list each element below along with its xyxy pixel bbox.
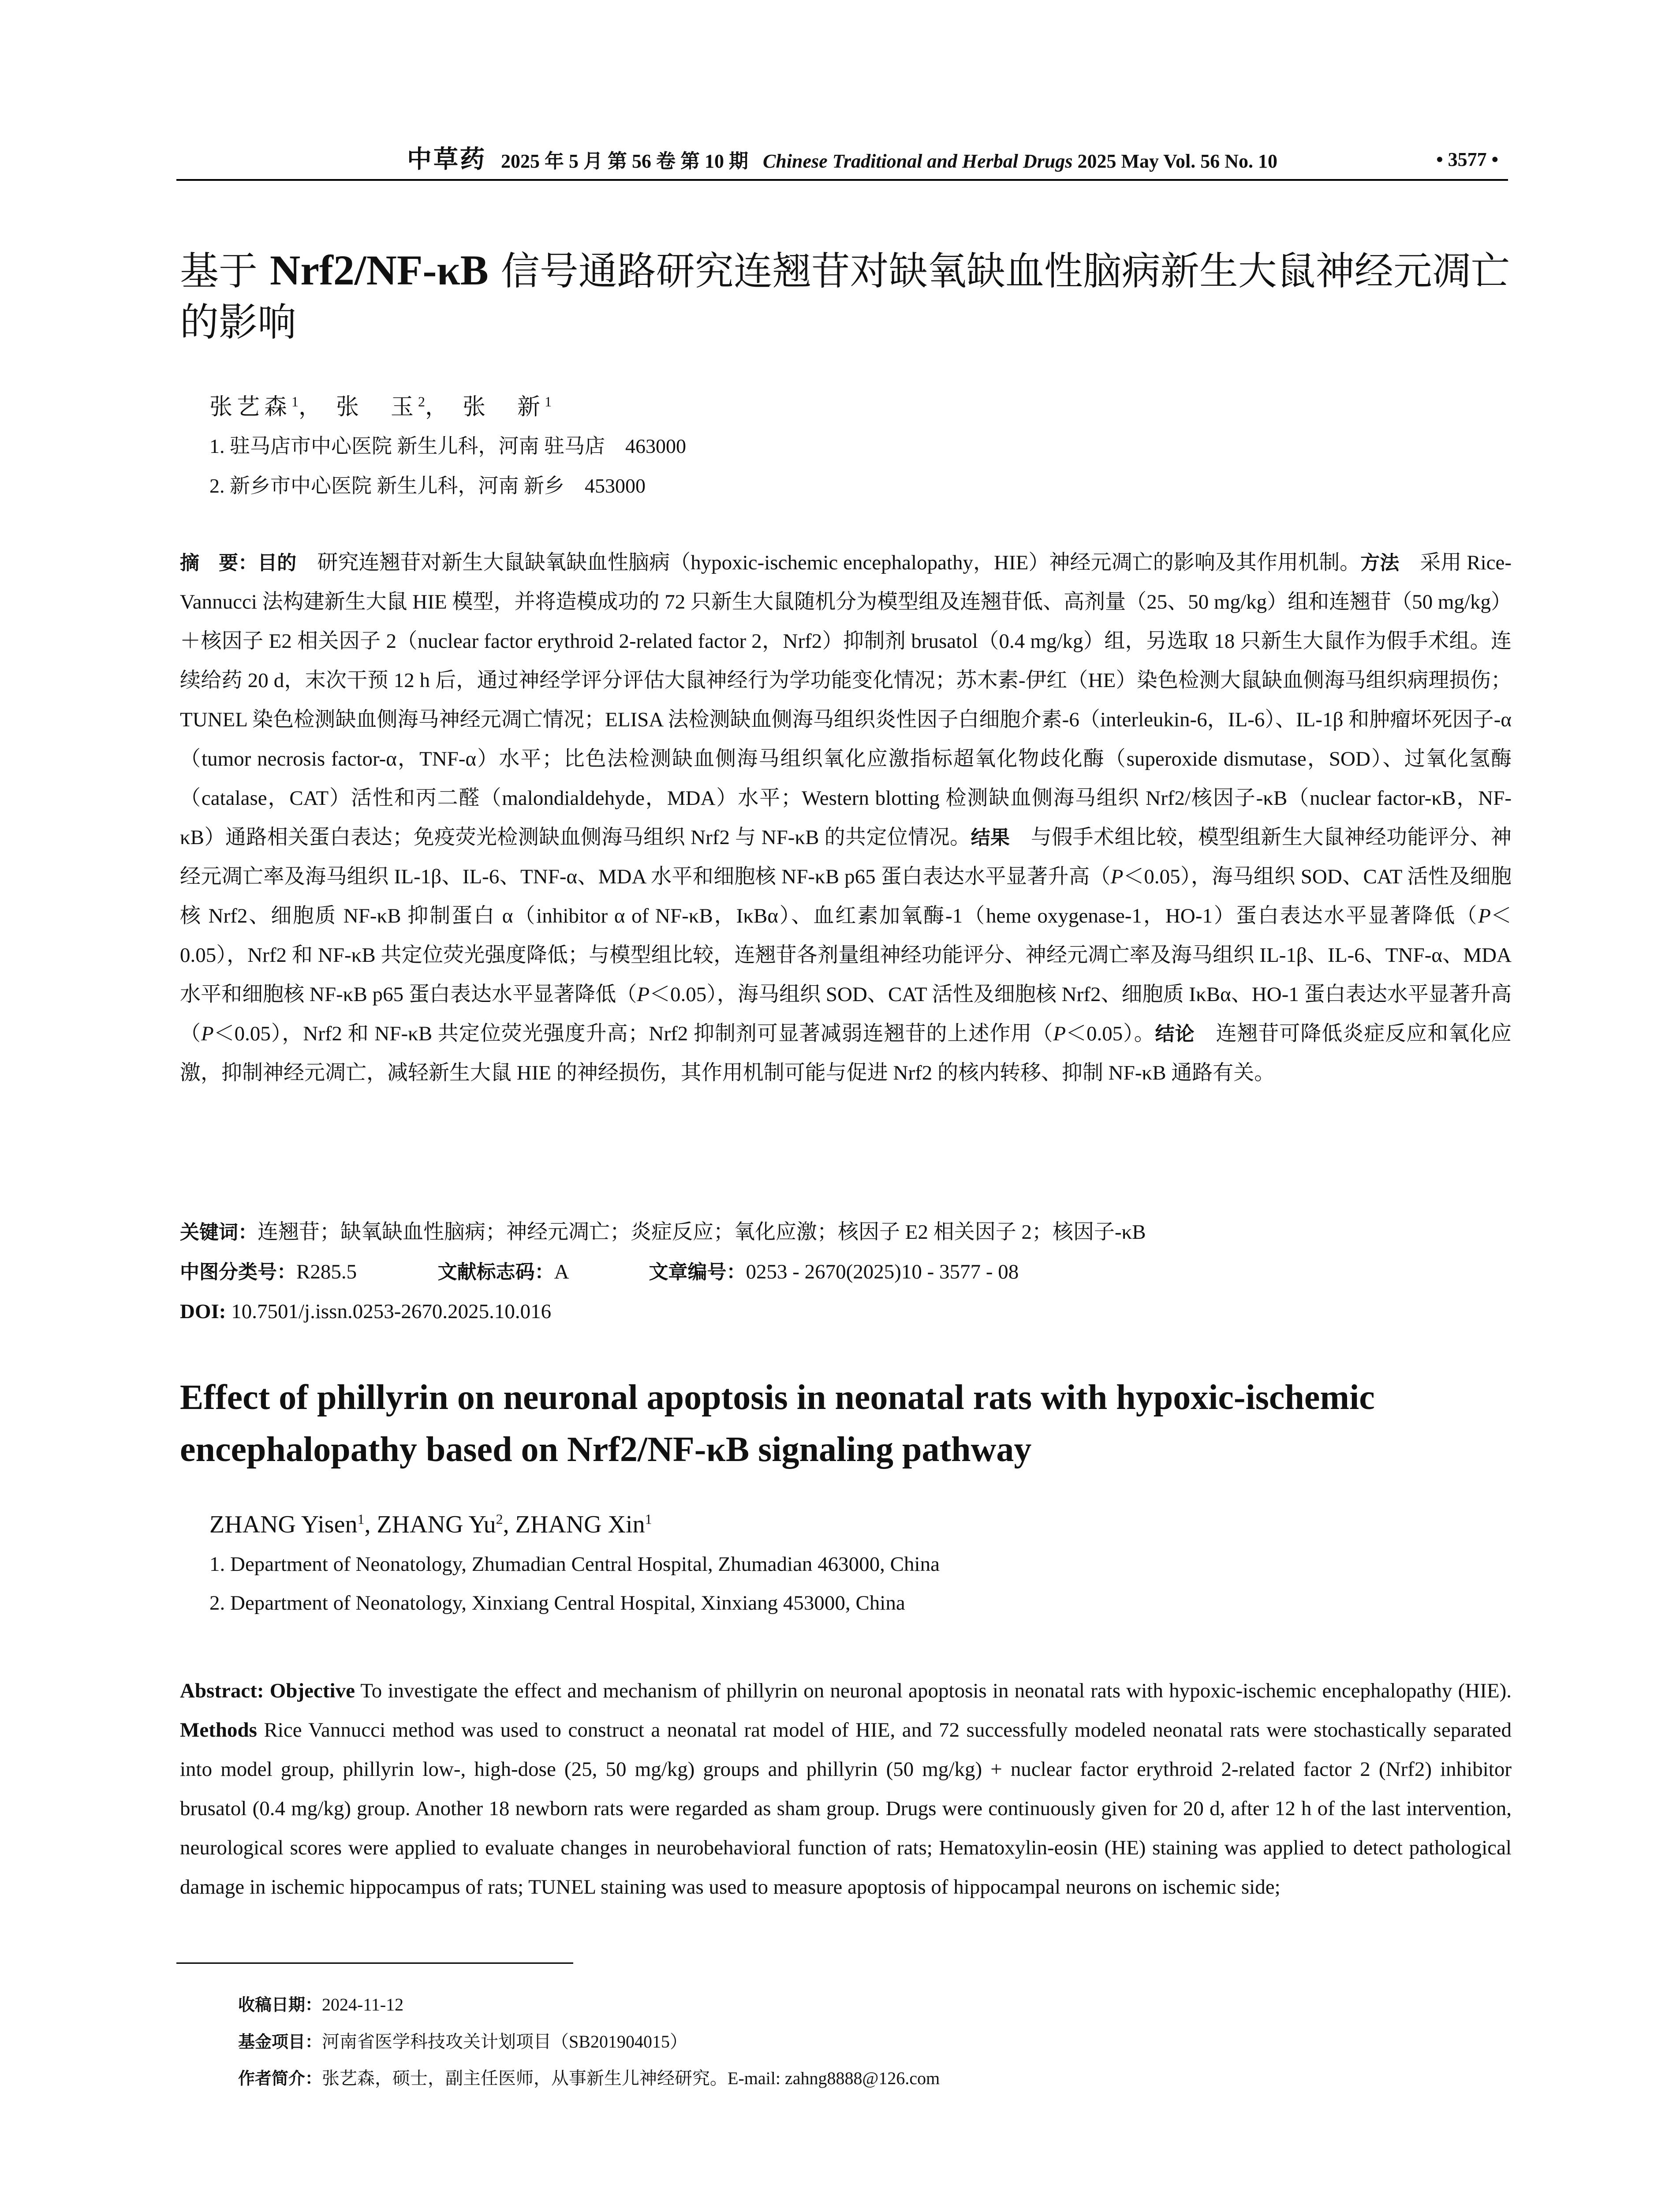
footnote-text: 河南省医学科技攻关计划项目（SB201904015）: [322, 2032, 687, 2052]
p-symbol: P: [201, 1022, 214, 1045]
results-text-f: ＜0.05）。: [1066, 1022, 1155, 1045]
abstract-en-label: Abstract: Objective: [180, 1679, 355, 1702]
results-text-a: 与假手术组比较，模型组新生大鼠神经功能评分、神经元凋亡率及海马组织 IL-1β、IL-6、TNF-α、MDA 水平和细胞核 NF-κB p65 蛋白表达水平显著升高（: [180, 826, 1512, 888]
abstract-en: [180, 1671, 1512, 1907]
author-sup: 2: [496, 1511, 503, 1527]
conclusion-label: 结论: [1155, 1023, 1195, 1045]
footnote-label: 收稿日期：: [238, 1995, 322, 2014]
footnote-label: 基金项目：: [238, 2032, 322, 2052]
results-text-c: ＜0.05），Nrf2 和 NF-κB 共定位荧光强度降低；与模型组比较，连翘苷各剂量组神经功能评分、神经元凋亡率及海马组织 IL-1β、IL-6、TNF-α、MDA 水平和细胞核 NF-κB p65 蛋白表达水平显著降低（: [180, 904, 1512, 1006]
affiliation-zh-1: 1. 驻马店市中心医院 新生儿科，河南 驻马店 463000: [209, 435, 686, 457]
title-zh-bold: Nrf2/NF-κB: [269, 247, 489, 294]
objective-text: 研究连翘苷对新生大鼠缺氧缺血性脑病（hypoxic-ischemic encephalopathy，HIE）神经元凋亡的影响及其作用机制。: [296, 551, 1361, 574]
doi-label: DOI:: [180, 1300, 226, 1323]
title-zh-part2: 信号通路研究连翘苷对缺氧缺血性脑病新生大鼠神经元凋亡的影响: [180, 248, 1510, 345]
issue-zh: 2025 年 5 月 第 56 卷 第 10 期: [501, 150, 748, 172]
author-name: ZHANG Xin: [515, 1511, 645, 1538]
author-name: ZHANG Yu: [377, 1511, 496, 1538]
author-name: ZHANG Yisen: [209, 1511, 358, 1538]
author-sep: ，: [299, 395, 326, 420]
methods-label: 方法: [1360, 552, 1400, 574]
title-en: Effect of phillyrin on neuronal apoptosis in neonatal rats with hypoxic-ischemic encephalopathy based on Nrf2/NF-κB signaling pathway: [180, 1378, 1375, 1469]
clc-label: 中图分类号：: [180, 1261, 296, 1283]
doi-line: [180, 1292, 551, 1331]
author-name: 张 玉: [336, 395, 418, 420]
footnote-funding: [238, 2028, 687, 2053]
objective-en-text: To investigate the effect and mechanism of phillyrin on neuronal apoptosis in neonatal rats with hypoxic-ischemic encephalopathy (HIE).: [355, 1679, 1512, 1702]
methods-text: 采用 Rice-Vannucci 法构建新生大鼠 HIE 模型，并将造模成功的 72 只新生大鼠随机分为模型组及连翘苷低、高剂量（25、50 mg/kg）组和连翘苷（50 mg/kg）＋核因子 E2 相关因子 2（nuclear factor erythroid 2-related factor 2，Nrf2）抑制剂 brusatol（0.4 mg/kg）组，另选取 18 只新生大鼠作为假手术组。连续给药 20 d，末次干预 12 h 后，通过神经学评分评估大鼠神经行为学功能变化情况；苏木素-伊红（HE）染色检测大鼠缺血侧海马组织病理损伤；TUNEL 染色检测缺血侧海马神经元凋亡情况；ELISA 法检测缺血侧海马组织炎性因子白细胞介素-6（interleukin-6，IL-6）、IL-1β 和肿瘤坏死因子-α（tumor necrosis factor-α，TNF-α）水平；比色法检测缺血侧海马组织氧化应激指标超氧化物歧化酶（superoxide dismutase，SOD）、过氧化氢酶（catalase，CAT）活性和丙二醛（malondialdehyde，MDA）水平；Western blotting 检测缺血侧海马组织 Nrf2/核因子-κB（nuclear factor-κB，NF-κB）通路相关蛋白表达；免疫荧光检测缺血侧海马组织 Nrf2 与 NF-κB 的共定位情况。: [180, 551, 1512, 849]
abstract-zh: [180, 543, 1512, 1093]
article-number-value: 0253 - 2670(2025)10 - 3577 - 08: [746, 1260, 1019, 1283]
author-sup: 2: [418, 393, 426, 410]
p-symbol: P: [1110, 865, 1124, 888]
affiliation-en-2: 2. Department of Neonatology, Xinxiang Central Hospital, Xinxiang 453000, China: [209, 1592, 905, 1615]
clc-value: R285.5: [296, 1260, 357, 1283]
keywords-label: 关键词：: [180, 1221, 258, 1244]
keywords-text: 连翘苷；缺氧缺血性脑病；神经元凋亡；炎症反应；氧化应激；核因子 E2 相关因子 2；核因子-κB: [258, 1221, 1146, 1244]
p-symbol: P: [1053, 1022, 1066, 1045]
classification-line: [180, 1252, 1019, 1292]
title-zh-part1: 基于: [180, 248, 270, 294]
issue-en: 2025 May Vol. 56 No. 10: [1077, 150, 1277, 172]
abstract-label: 摘 要：: [180, 552, 258, 574]
title-zh: [180, 245, 1512, 348]
author-sup: 1: [545, 393, 552, 410]
results-text-b: ＜0.05），海马组织 SOD、CAT 活性及细胞核 Nrf2、细胞质 NF-κB 抑制蛋白 α（inhibitor α of NF-κB，IκBα）、血红素加氧酶-1（heme oxygenase-1，HO-1）蛋白表达水平显著降低（: [180, 865, 1512, 927]
article-number-label: 文章编号：: [649, 1261, 746, 1283]
footnote-label: 作者简介：: [238, 2069, 322, 2088]
footnote-text: 张艺森，硕士，副主任医师，从事新生儿神经研究。E-mail: zahng8888@126.com: [322, 2068, 940, 2088]
methods-en-text: Rice Vannucci method was used to construct a neonatal rat model of HIE, and 72 successfully modeled neonatal rats were stochastically separated into model group, phillyrin low-, high-dose (25, 50 mg/kg) groups and phillyrin (50 mg/kg) + nuclear factor erythroid 2-related factor 2 (Nrf2) inhibitor brusatol (0.4 mg/kg) group. Another 18 newborn rats were regarded as sham group. Drugs were continuously given for 20 d, after 12 h of the last intervention, neurological scores were applied to evaluate changes in neurobehavioral function of rats; Hematoxylin-eosin (HE) staining was applied to detect pathological damage in ischemic hippocampus of rats; TUNEL staining was used to measure apoptosis of hippocampal neurons on ischemic side;: [180, 1719, 1512, 1899]
results-label: 结果: [971, 826, 1010, 849]
author-sup: 1: [291, 393, 299, 410]
authors-en: [209, 1510, 652, 1539]
p-symbol: P: [1478, 904, 1491, 927]
footnote-author-bio: [238, 2064, 940, 2089]
objective-label: 目的: [258, 552, 297, 574]
doi-value: 10.7501/j.issn.0253-2670.2025.10.016: [231, 1300, 552, 1323]
results-text-d: ＜0.05），海马组织 SOD、CAT 活性及细胞核 Nrf2、细胞质 IκBα、HO-1 蛋白表达水平显著升高（: [180, 983, 1512, 1045]
author-sep: ,: [503, 1511, 515, 1538]
conclusion-text: 连翘苷可降低炎症反应和氧化应激，抑制神经元凋亡，减轻新生大鼠 HIE 的神经损伤，其作用机制可能与促进 Nrf2 的核内转移、抑制 NF-κB 通路有关。: [180, 1022, 1512, 1084]
methods-en-label: Methods: [180, 1719, 257, 1742]
footnote-divider: [176, 1962, 573, 1964]
author-sup: 1: [357, 1511, 365, 1527]
affiliation-zh-2: 2. 新乡市中心医院 新生儿科，河南 新乡 453000: [209, 475, 646, 497]
author-sup: 1: [645, 1511, 652, 1527]
results-text-e: ＜0.05），Nrf2 和 NF-κB 共定位荧光强度升高；Nrf2 抑制剂可显著减弱连翘苷的上述作用（: [213, 1022, 1053, 1045]
page-number: • 3577 •: [1436, 149, 1498, 170]
doc-code-value: A: [554, 1260, 568, 1283]
footnote-received: [238, 1991, 403, 2015]
author-sep: ，: [425, 395, 453, 420]
affiliation-en-1: 1. Department of Neonatology, Zhumadian Central Hospital, Zhumadian 463000, China: [209, 1553, 940, 1576]
p-symbol: P: [637, 983, 650, 1006]
running-header: [176, 140, 1508, 181]
journal-brand: 中草药: [407, 146, 486, 173]
author-name: 张 新: [463, 395, 545, 420]
keywords-zh: [180, 1213, 1146, 1252]
journal-name-en: Chinese Traditional and Herbal Drugs: [763, 150, 1073, 172]
doc-code-label: 文献标志码：: [437, 1261, 554, 1283]
author-name: 张艺森: [209, 395, 292, 420]
author-sep: ,: [364, 1511, 377, 1538]
authors-zh: [209, 388, 552, 421]
footnote-text: 2024-11-12: [322, 1995, 404, 2014]
